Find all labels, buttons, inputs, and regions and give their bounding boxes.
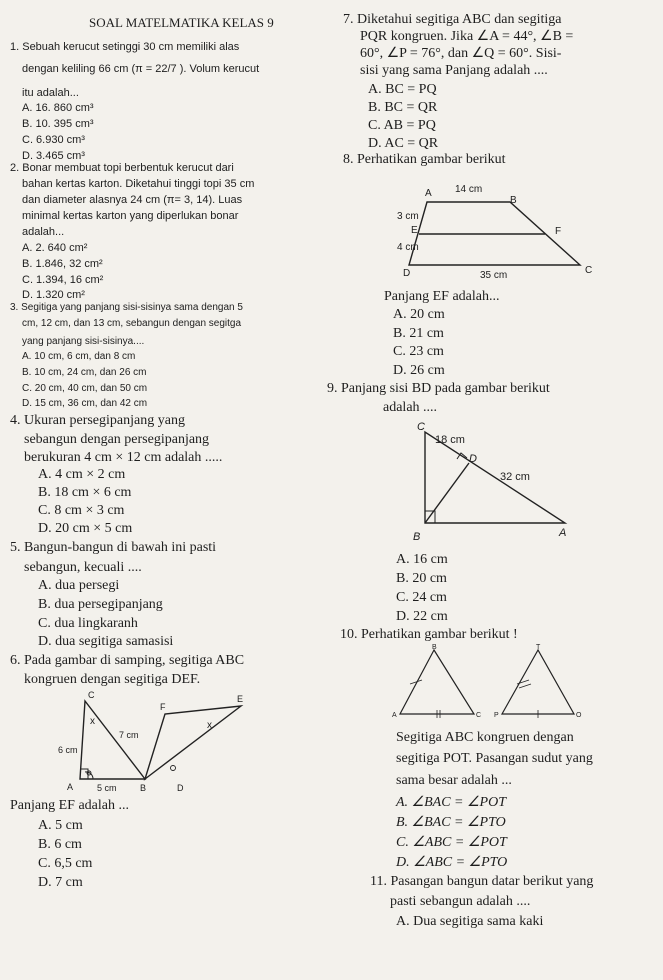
label-c: C [88,690,95,700]
q2-line-2: bahan kertas karton. Diketahui tinggi topi 35 cm [22,178,255,190]
q6-option-c: C. 6,5 cm [38,856,93,871]
q9-option-d: D. 22 cm [396,609,448,624]
q7-line-2: PQR kongruen. Jika ∠A = 44°, ∠B = [360,29,574,44]
label-f: F [555,226,562,237]
q11-line-2: pasti sebangun adalah .... [390,894,531,909]
q3-option-d: D. 15 cm, 36 cm, dan 42 cm [22,398,148,409]
q8-option-a: A. 20 cm [393,307,445,322]
q1-line-3: itu adalah... [22,87,79,99]
q6-option-a: A. 5 cm [38,818,83,833]
label-a: A [67,782,74,792]
q3-option-a: A. 10 cm, 6 cm, dan 8 cm [22,351,136,362]
label-o: O [576,712,582,719]
q3-option-b: B. 10 cm, 24 cm, dan 26 cm [22,367,147,378]
label-p: P [494,712,499,719]
triangle-abc [400,650,474,714]
label-a: A [425,188,432,199]
q4-option-b: B. 18 cm × 6 cm [38,485,132,500]
label-5cm: 5 cm [97,783,117,793]
q11-line-1: 11. Pasangan bangun datar berikut yang [370,874,594,889]
q6-option-b: B. 6 cm [38,837,82,852]
q5-option-c: C. dua lingkaranh [38,616,138,631]
q10-option-c: C. ∠ABC = ∠POT [396,835,507,850]
triangle-abc [80,701,145,779]
q9-option-c: C. 24 cm [396,590,447,605]
q6-line-2: kongruen dengan segitiga DEF. [24,672,201,687]
q8-figure [395,172,605,284]
triangle-def [145,706,241,779]
q5-line-1: 5. Bangun-bangun di bawah ini pasti [10,540,217,555]
q2-line-3: dan diameter alasnya 24 cm (π= 3, 14). Luas [22,194,243,206]
label-7cm: 7 cm [119,730,139,740]
q2-option-c: C. 1.394, 16 cm² [22,274,104,286]
q3-line-1: 3. Segitiga yang panjang sisi-sisinya sama dengan 5 [10,302,243,313]
q1-option-b: B. 10. 395 cm³ [22,118,94,130]
q8-question: Panjang EF adalah... [384,289,500,304]
triangle-pot [502,650,574,714]
angle-mark-x-c: x [90,716,95,727]
q3-line-2: cm, 12 cm, dan 13 cm, sebangun dengan segitga [22,318,242,329]
q10-text-2: segitiga POT. Pasangan sudut yang [396,751,593,766]
q9-line-1: 9. Panjang sisi BD pada gambar berikut [327,381,550,396]
q6-question: Panjang EF adalah ... [10,798,129,813]
label-c: C [476,712,482,719]
q4-option-a: A. 4 cm × 2 cm [38,467,126,482]
q2-line-1: 2. Bonar membuat topi berbentuk kerucut dari [10,162,234,174]
q11-option-a: A. Dua segitiga sama kaki [396,914,544,929]
q7-line-1: 7. Diketahui segitiga ABC dan segitiga [343,12,562,27]
label-d: D [403,268,411,279]
q6-option-d: D. 7 cm [38,875,83,890]
q5-line-2: sebangun, kecuali .... [24,560,142,575]
angle-arc-a [85,772,93,779]
label-32cm: 32 cm [500,471,530,483]
q9-figure [405,418,585,543]
q2-option-d: D. 1.320 cm² [22,289,85,301]
q7-option-b: B. BC = QR [368,100,438,115]
q1-option-a: A. 16. 860 cm³ [22,102,94,114]
q2-line-4: minimal kertas karton yang diperlukan bonar [22,210,239,222]
q2-line-5: adalah... [22,226,65,238]
q4-line-3: berukuran 4 cm × 12 cm adalah ..... [24,450,223,465]
page-header: SOAL MATELMATIKA KELAS 9 [89,15,274,30]
label-a: A [559,527,567,539]
q8-option-d: D. 26 cm [393,363,445,378]
q10-option-d: D. ∠ABC = ∠PTO [396,855,508,870]
angle-mark-x-e: x [207,720,212,731]
q1-option-d: D. 3.465 cm³ [22,150,85,162]
angle-mark-d [171,766,176,771]
label-d: D [177,783,184,793]
q10-option-b: B. ∠BAC = ∠PTO [396,815,506,830]
q10-figure [392,640,592,720]
q5-option-d: D. dua segitiga samasisi [38,634,174,649]
q9-line-2: adalah .... [383,400,438,415]
q4-option-c: C. 8 cm × 3 cm [38,503,125,518]
label-35cm: 35 cm [480,270,508,281]
q7-option-c: C. AB = PQ [368,118,436,133]
q7-option-d: D. AC = QR [368,136,439,151]
q7-line-4: sisi yang sama Panjang adalah .... [360,63,548,78]
q4-line-1: 4. Ukuran persegipanjang yang [10,413,185,428]
label-14cm: 14 cm [455,184,483,195]
q10-option-a: A. ∠BAC = ∠POT [396,795,506,810]
label-d: D [469,453,477,465]
label-e: E [237,694,244,704]
label-4cm: 4 cm [397,242,419,253]
q10-line-1: 10. Perhatikan gambar berikut ! [340,627,518,642]
tick-pt-2 [519,684,531,688]
q1-option-c: C. 6.930 cm³ [22,134,85,146]
label-18cm: 18 cm [435,434,465,446]
label-a: A [392,712,397,719]
q7-line-3: 60°, ∠P = 76°, dan ∠Q = 60°. Sisi- [360,46,562,61]
q10-text-1: Segitiga ABC kongruen dengan [396,730,574,745]
label-b: B [510,195,517,206]
q2-option-a: A. 2. 640 cm² [22,242,88,254]
q7-option-a: A. BC = PQ [368,82,437,97]
q6-line-1: 6. Pada gambar di samping, segitiga ABC [10,653,245,668]
label-6cm: 6 cm [58,745,78,755]
label-b: B [413,531,421,543]
q8-option-c: C. 23 cm [393,344,444,359]
q8-line-1: 8. Perhatikan gambar berikut [343,152,506,167]
q5-option-b: B. dua persegipanjang [38,597,163,612]
q10-text-3: sama besar adalah ... [396,773,512,788]
label-b: B [140,783,147,793]
q4-option-d: D. 20 cm × 5 cm [38,521,133,536]
q2-option-b: B. 1.846, 32 cm² [22,258,103,270]
q3-option-c: C. 20 cm, 40 cm, dan 50 cm [22,383,148,394]
q1-line-1: 1. Sebuah kerucut setinggi 30 cm memiliki alas [10,41,240,53]
label-b: B [432,644,437,651]
q6-figure [55,688,255,798]
q5-option-a: A. dua persegi [38,578,120,593]
q8-option-b: B. 21 cm [393,326,444,341]
q9-option-a: A. 16 cm [396,552,448,567]
label-c: C [585,265,593,276]
q1-line-2: dengan keliling 66 cm (π = 22/7 ). Volum kerucut [22,63,260,75]
q4-line-2: sebangun dengan persegipanjang [24,432,210,447]
q3-line-3: yang panjang sisi-sisinya.... [22,336,145,347]
label-3cm: 3 cm [397,211,419,222]
q9-option-b: B. 20 cm [396,571,447,586]
label-e: E [411,225,418,236]
segment-bd [425,463,469,523]
label-f: F [160,702,166,712]
label-c: C [417,421,425,433]
tick-pt-1 [517,680,529,684]
label-t: T [536,644,541,651]
